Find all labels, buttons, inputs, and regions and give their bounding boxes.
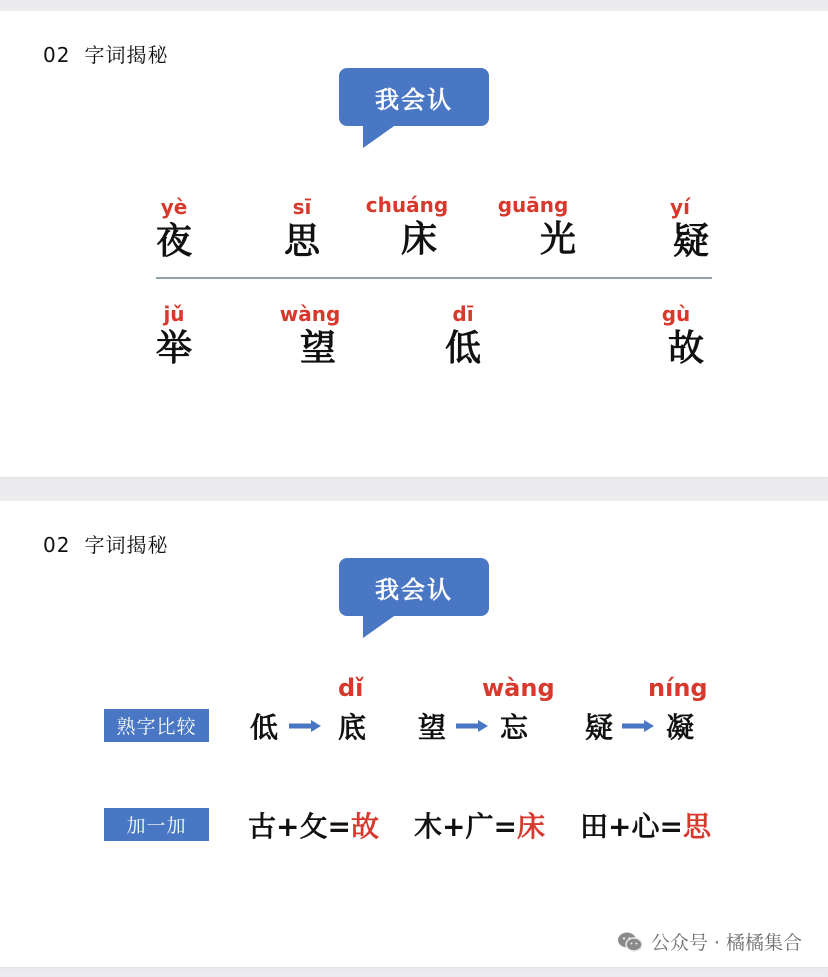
equation-expr: 木+广= [414, 810, 517, 843]
speech-bubble: 我会认 [339, 68, 489, 126]
compare-pinyin: wàng [482, 674, 555, 702]
pinyin: gù [661, 302, 691, 326]
equation-result: 床 [516, 810, 545, 843]
char-card [247, 194, 357, 264]
watermark [617, 928, 802, 955]
add-equation [580, 805, 711, 845]
section-title: 字词揭秘 [84, 43, 169, 67]
arrow-right-icon [289, 720, 321, 732]
char-card [625, 194, 735, 264]
slide-1 [0, 11, 828, 477]
char-card [352, 192, 462, 262]
hanzi: 望 [299, 328, 336, 369]
pinyin: guāng [497, 193, 569, 217]
compare-to: 忘 [500, 711, 529, 744]
pinyin: yí [670, 195, 690, 219]
char-card [119, 301, 229, 371]
pinyin: wàng [279, 302, 341, 326]
arrow-right-icon [622, 720, 654, 732]
speech-bubble-tail [363, 124, 397, 148]
divider-line [156, 277, 712, 279]
section-number: 02 [43, 43, 71, 67]
pinyin: sī [292, 195, 312, 219]
char-card [621, 301, 731, 371]
equation-result: 思 [682, 810, 711, 843]
slide-2 [0, 501, 828, 967]
compare-pinyin: dǐ [338, 674, 364, 702]
slide-title [43, 529, 168, 558]
section-number: 02 [43, 533, 71, 557]
compare-label: 熟字比较 [104, 709, 209, 742]
hanzi: 床 [400, 219, 437, 260]
compare-pinyin: níng [648, 674, 708, 702]
pinyin: dī [452, 302, 474, 326]
add-label: 加一加 [104, 808, 209, 841]
hanzi: 疑 [672, 221, 709, 262]
char-card [255, 301, 365, 371]
add-equation [248, 805, 379, 845]
compare-from: 疑 [585, 711, 614, 744]
hanzi: 夜 [155, 221, 192, 262]
compare-to: 底 [338, 711, 367, 744]
wechat-icon [617, 931, 643, 953]
hanzi: 光 [539, 219, 576, 260]
char-card [408, 301, 518, 371]
char-card [119, 194, 229, 264]
char-card [478, 192, 588, 262]
pinyin: chuáng [365, 193, 449, 217]
pinyin: jǔ [163, 302, 185, 326]
speech-bubble: 我会认 [339, 558, 489, 616]
pinyin: yè [160, 195, 188, 219]
hanzi: 举 [155, 328, 192, 369]
compare-from: 低 [250, 711, 279, 744]
slide-title [43, 39, 168, 68]
add-equation [414, 805, 545, 845]
hanzi: 思 [283, 221, 320, 262]
equation-expr: 古+攵= [248, 810, 351, 843]
equation-expr: 田+心= [580, 810, 683, 843]
hanzi: 低 [444, 328, 481, 369]
arrow-right-icon [456, 720, 488, 732]
equation-result: 故 [350, 810, 379, 843]
speech-bubble-tail [363, 614, 397, 638]
compare-to: 凝 [666, 711, 695, 744]
watermark-text: 公众号 · 橘橘集合 [650, 932, 802, 954]
section-title: 字词揭秘 [84, 533, 169, 557]
compare-from: 望 [418, 711, 447, 744]
hanzi: 故 [667, 328, 704, 369]
